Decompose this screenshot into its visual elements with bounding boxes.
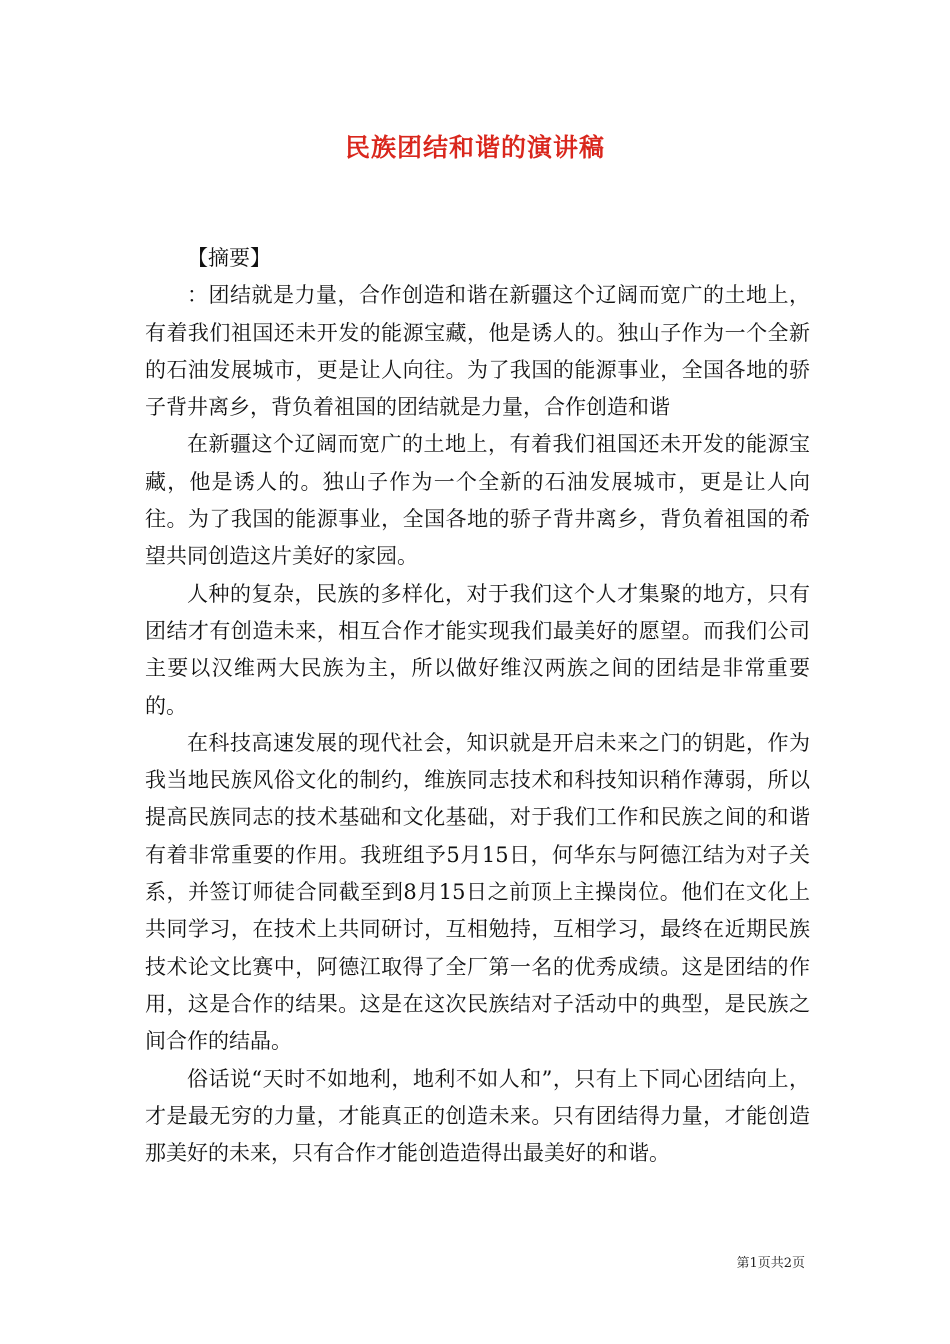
paragraph-3: 在科技高速发展的现代社会，知识就是开启未来之门的钥匙，作为我当地民族风俗文化的制约，维族同志技术和科技知识稍作薄弱，所以提高民族同志的技术基础和文化基础，对于我们工作和民族之间的和谐有着非常重要的作用。我班组予5月15日，何华东与阿德江结为对子关系，并签订师徒合同截至到8月15日之前顶上主操岗位。他们在文化上共同学习，在技术上共同研讨，互相勉持，互相学习，最终在近期民族技术论文比赛中，阿德江取得了全厂第一名的优秀成绩。这是团结的作用，这是合作的结果。这是在这次民族结对子活动中的典型，是民族之间合作的结晶。 — [145, 730, 810, 1054]
document-body — [145, 240, 810, 1172]
page-title: 民族团结和谐的演讲稿 — [344, 133, 605, 162]
page-number: 第1页共2页 — [736, 1256, 805, 1271]
paragraph-2: 人种的复杂，民族的多样化，对于我们这个人才集聚的地方，只有团结才有创造未来，相互合作才能实现我们最美好的愿望。而我们公司主要以汉维两大民族为主，所以做好维汉两族之间的团结是非常重要的。 — [145, 581, 810, 718]
abstract-label: 【摘要】 — [187, 246, 271, 270]
paragraph-abstract: ：团结就是力量，合作创造和谐在新疆这个辽阔而宽广的土地上，有着我们祖国还未开发的能源宝藏，他是诱人的。独山子作为一个全新的石油发展城市，更是让人向往。为了我国的能源事业，全国各地的骄子背井离乡，背负着祖国的团结就是力量，合作创造和谐 — [145, 283, 810, 420]
paragraph-1: 在新疆这个辽阔而宽广的土地上，有着我们祖国还未开发的能源宝藏，他是诱人的。独山子作为一个全新的石油发展城市，更是让人向往。为了我国的能源事业，全国各地的骄子背井离乡，背负着祖国的希望共同创造这片美好的家园。 — [145, 432, 810, 569]
paragraph-4: 俗话说“天时不如地利，地利不如人和”，只有上下同心团结向上，才是最无穷的力量，才能真正的创造未来。只有团结得力量，才能创造那美好的未来，只有合作才能创造造得出最美好的和谐。 — [145, 1066, 810, 1166]
